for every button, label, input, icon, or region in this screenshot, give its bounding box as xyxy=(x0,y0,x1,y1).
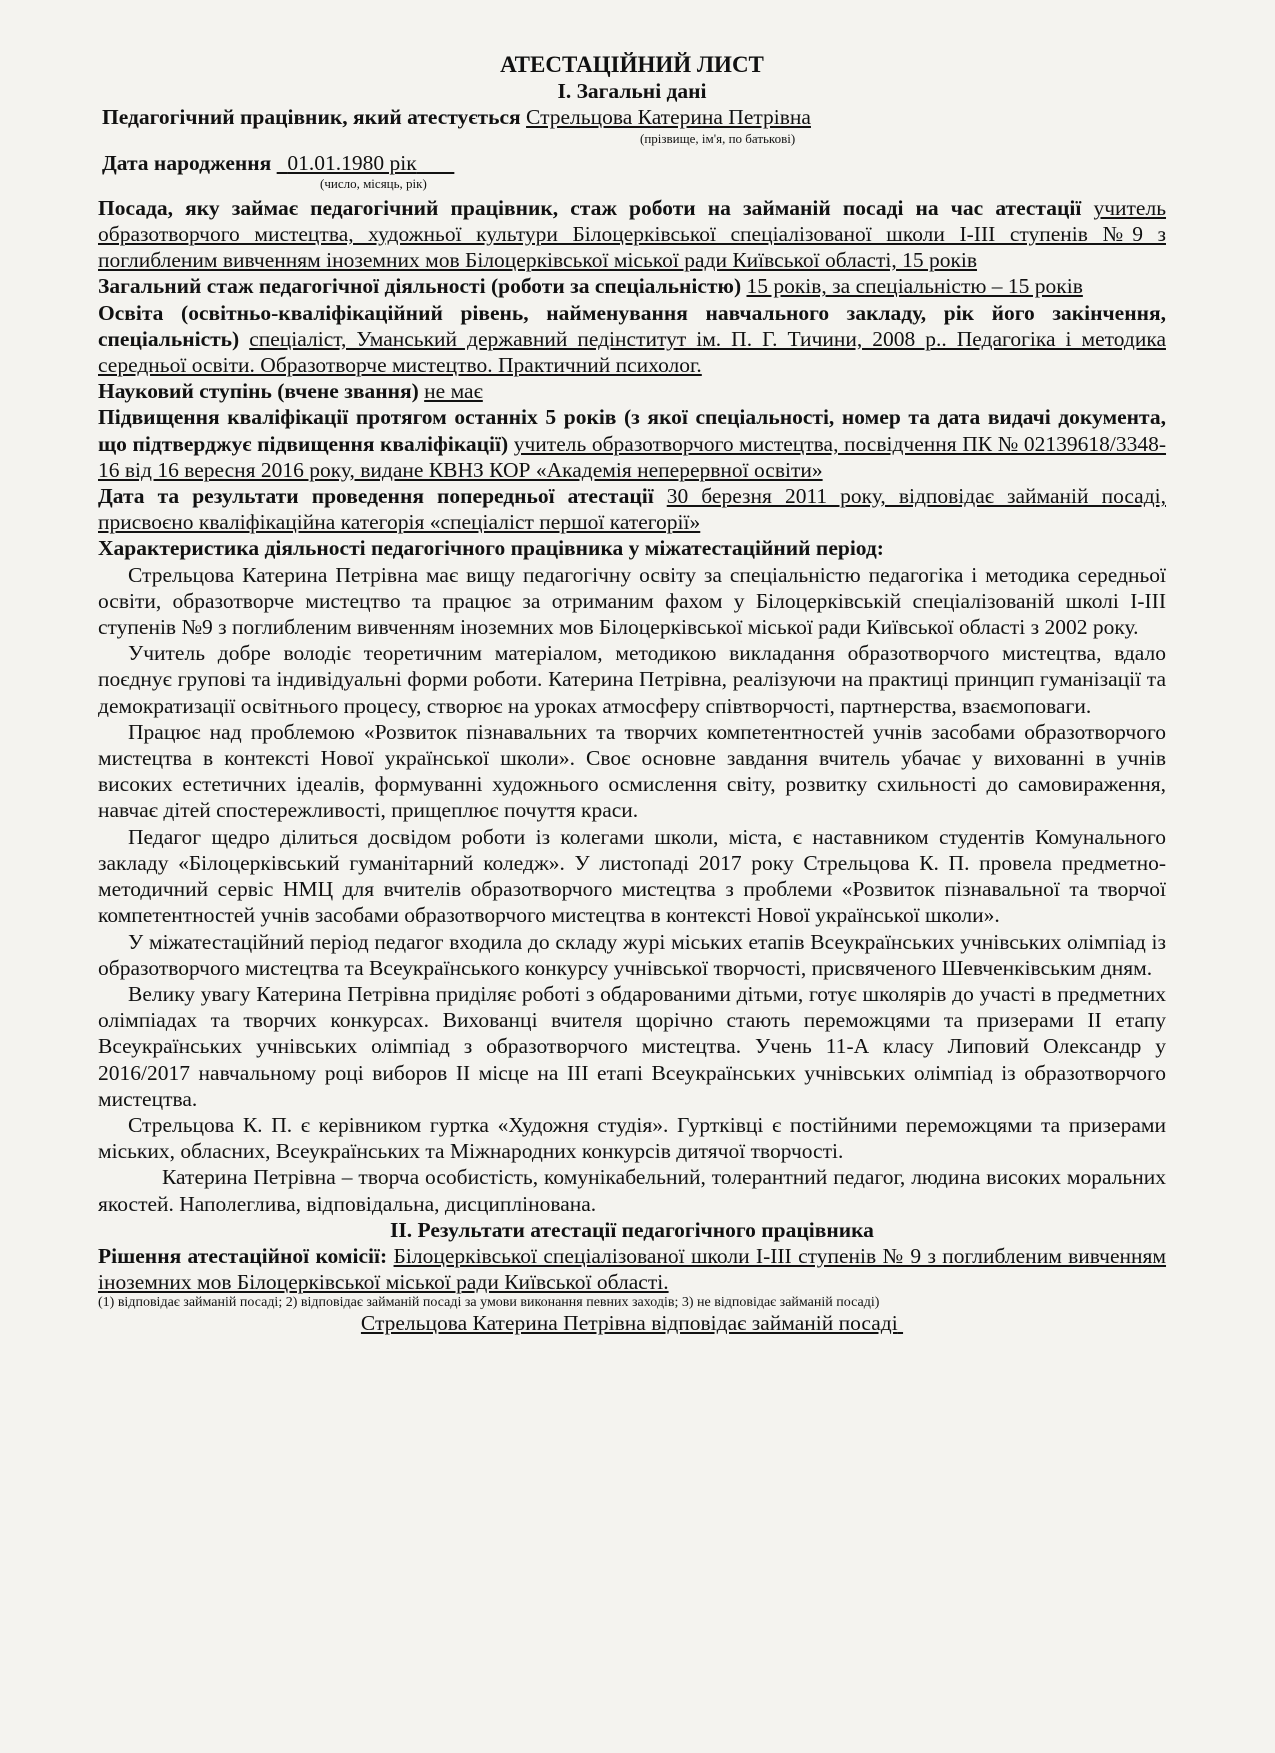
training-field xyxy=(98,404,1166,483)
position-label: Посада, яку займає педагогічний працівник, стаж роботи на займаній посаді на час атестації xyxy=(98,195,1082,220)
degree-field xyxy=(98,378,1166,404)
birth-field xyxy=(98,150,1166,176)
document-page xyxy=(98,52,1166,1337)
experience-label: Загальний стаж педагогічної діяльності (роботи за спеціальністю) xyxy=(98,274,742,299)
decision-options: (1) відповідає займаній посаді; 2) відповідає займаній посаді за умови виконання певних заходів; 3) не відповідає займаній посаді) xyxy=(98,1295,880,1311)
experience-field xyxy=(98,273,1166,299)
characteristic-paragraph-7: Стрельцова К. П. є керівником гуртка «Художня студія». Гуртківці є постійними переможцями та призерами міських, обласних, Всеукраїнських та Міжнародних конкурсів дитячої творчості. xyxy=(98,1112,1166,1164)
position-value: учитель образотворчого мистецтва, художньої культури Білоцерківської спеціалізованої школи І-ІІІ ступенів №9 з поглибленим вивченням іноземних мов Білоцерківської міської ради Київської області, 15 років xyxy=(98,195,1167,273)
position-field xyxy=(98,195,1166,274)
worker-label: Педагогічний працівник, який атестується xyxy=(102,105,521,130)
characteristic-paragraph-4: Педагог щедро ділиться досвідом роботи із колегами школи, міста, є наставником студентів Комунального закладу «Білоцерківський гуманітарний коледж». У листопаді 2017 року Стрельцова К. П. провела предметно-методичний сервіс НМЦ для вчителів образотворчого мистецтва з проблеми «Розвиток пізнавальної та творчої компетентностей учнів засобами образотворчого мистецтва в контексті Нової української школи». xyxy=(98,824,1166,928)
birth-label: Дата народження xyxy=(102,150,272,175)
section-1-heading: І. Загальні дані xyxy=(557,79,707,104)
worker-value: Стрельцова Катерина Петрівна xyxy=(526,105,811,130)
conclusion-line xyxy=(98,1310,1166,1336)
conclusion-value: Стрельцова Катерина Петрівна відповідає займаній посаді xyxy=(360,1311,898,1336)
birth-hint: (число, місяць, рік) xyxy=(320,175,427,191)
education-field xyxy=(98,300,1166,379)
characteristic-paragraph-5: У міжатестаційний період педагог входила до складу журі міських етапів Всеукраїнських учнівських олімпіад із образотворчого мистецтва та Всеукраїнського конкурсу учнівської творчості, присвяченого Шевченківським дням. xyxy=(98,929,1166,980)
worker-hint: (прізвище, ім'я, по батькові) xyxy=(640,130,796,146)
document-title: АТЕСТАЦІЙНИЙ ЛИСТ xyxy=(500,52,764,77)
training-label: Підвищення кваліфікації протягом останніх 5 років (з якої спеціальності, номер та дата видачі документа, що підтверджує підвищення кваліфікації) xyxy=(98,405,1166,456)
degree-label: Науковий ступінь (вчене звання) xyxy=(98,379,419,404)
training-value: учитель образотворчого мистецтва, посвідчення ПК № 02139618/3348-16 від 16 вересня 2016 року, видане КВНЗ КОР «Академія неперервної освіти» xyxy=(98,431,1167,482)
decision-value: Білоцерківської спеціалізованої школи І-ІІІ ступенів № 9 з поглибленим вивченням іноземних мов Білоцерківської міської ради Київської області. xyxy=(98,1243,1167,1295)
worker-field xyxy=(98,104,1166,130)
decision-field: Рішення атестаційної комісії: Білоцерківської спеціалізованої школи І-ІІІ ступенів № 9 з поглибленим вивченням іноземних мов Білоцерківської міської ради Київської області. xyxy=(98,1243,1167,1295)
section-2-heading: ІІ. Результати атестації педагогічного працівника xyxy=(390,1217,874,1242)
previous-attestation-field xyxy=(98,483,1166,535)
education-label: Освіта (освітньо-кваліфікаційний рівень, найменування навчального закладу, рік його закінчення, спеціальність) xyxy=(98,300,1166,351)
previous-attestation-label: Дата та результати проведення попередньої атестації xyxy=(98,484,654,509)
characteristic-paragraph-3: Працює над проблемою «Розвиток пізнавальних та творчих компетентностей учнів засобами образотворчого мистецтва в контексті Нової української школи». Своє основне завдання вчитель убачає у вихованні в учнів високих естетичних ідеалів, формуванні художнього осмислення світу, розвитку схильності до самовираження, навчає дітей спостережливості, прищеплює почуття краси. xyxy=(98,719,1166,823)
characteristic-heading: Характеристика діяльності педагогічного працівника у міжатестаційний період: xyxy=(98,536,884,561)
previous-attestation-value: 30 березня 2011 року, відповідає займаній посаді, присвоєно кваліфікаційна категорія «спеціаліст першої категорії» xyxy=(98,484,1166,535)
characteristic-paragraph-8: Катерина Петрівна – творча особистість, комунікабельний, толерантний педагог, людина високих моральних якостей. Наполеглива, відповідальна, дисциплінована. xyxy=(98,1165,1166,1216)
degree-value: не має xyxy=(424,379,483,404)
experience-value: 15 років, за спеціальністю – 15 років xyxy=(746,274,1083,299)
decision-label: Рішення атестаційної комісії xyxy=(98,1243,380,1268)
characteristic-paragraph-2: Учитель добре володіє теоретичним матеріалом, методикою викладання образотворчого мистецтва, вдало поєднує групові та індивідуальні форми роботи. Катерина Петрівна, реалізуючи на практиці принцип гуманізації та демократизації освітнього процесу, створює на уроках атмосферу співтворчості, партнерства, взаємоповаги. xyxy=(98,641,1166,718)
characteristic-paragraph-1: Стрельцова Катерина Петрівна має вищу педагогічну освіту за спеціальністю педагогіка і методика середньої освіти, образотворче мистецтво та працює за отриманим фахом у Білоцерківській спеціалізованій школі І-ІІІ ступенів №9 з поглибленим вивченням іноземних мов Білоцерківської міської ради Київської області з 2002 року. xyxy=(98,562,1166,640)
characteristic-paragraph-6: Велику увагу Катерина Петрівна приділяє роботі з обдарованими дітьми, готує школярів до участі в предметних олімпіадах та творчих конкурсах. Вихованці вчителя щорічно стають переможцями та призерами ІІ етапу Всеукраїнських учнівських олімпіад з образотворчого мистецтва. Учень 11-А класу Липовий Олександр у 2016/2017 навчальному році виборов ІІ місце на ІІІ етапі Всеукраїнських учнівських олімпіад із образотворчого мистецтва. xyxy=(98,981,1166,1111)
birth-value: 01.01.1980 рік xyxy=(287,150,417,175)
education-value: спеціаліст, Уманський державний педінститут ім. П. Г. Тичини, 2008 р.. Педагогіка і методика середньої освіти. Образотворче мистецтво. Практичний психолог. xyxy=(98,326,1166,378)
